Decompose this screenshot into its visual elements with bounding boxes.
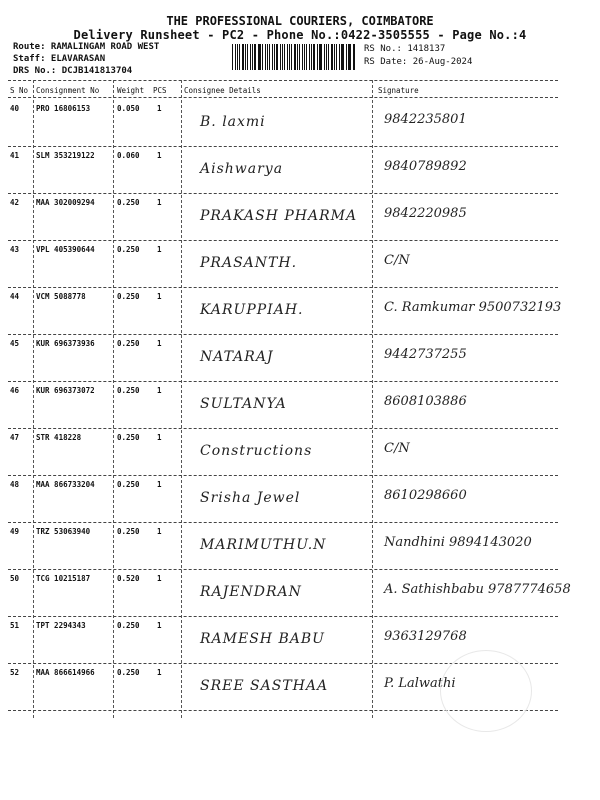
barcode-bar: [237, 44, 238, 70]
row-weight: 0.250: [117, 245, 140, 254]
row-signature: 9442737255: [384, 347, 467, 362]
table-row: [0, 382, 600, 429]
table-row: [0, 100, 600, 147]
row-pcs: 1: [157, 574, 162, 583]
table-row: [0, 429, 600, 476]
row-weight: 0.050: [117, 104, 140, 113]
barcode-bar: [320, 44, 321, 70]
row-signature: 9840789892: [384, 159, 467, 174]
barcode-bar: [250, 44, 251, 70]
row-consignee-name: SREE SASTHAA: [200, 678, 329, 694]
row-weight: 0.250: [117, 527, 140, 536]
barcode-bar: [302, 44, 303, 70]
barcode-bar: [252, 44, 253, 70]
barcode-bar: [341, 44, 342, 70]
table-row: [0, 288, 600, 335]
barcode-bar: [276, 44, 278, 70]
row-signature: 9363129768: [384, 629, 467, 644]
barcode-bar: [287, 44, 288, 70]
row-pcs: 1: [157, 386, 162, 395]
row-sno: 46: [10, 386, 20, 395]
barcode-bar: [313, 44, 315, 70]
barcode-bar: [254, 44, 255, 70]
table-row: [0, 147, 600, 194]
row-signature: C/N: [384, 253, 410, 268]
row-signature: 9842220985: [384, 206, 467, 221]
row-sno: 50: [10, 574, 20, 583]
barcode-bar: [269, 44, 270, 70]
row-pcs: 1: [157, 527, 162, 536]
row-sno: 42: [10, 198, 20, 207]
barcode-bar: [247, 44, 248, 70]
row-weight: 0.250: [117, 480, 140, 489]
company-title: THE PROFESSIONAL COURIERS, COIMBATORE: [166, 14, 434, 28]
row-signature: A. Sathishbabu 9787774658: [384, 582, 571, 597]
header-divider: [8, 80, 558, 81]
row-consignee-name: RAJENDRAN: [200, 584, 302, 600]
barcode-bar: [306, 44, 307, 70]
barcode-bar: [334, 44, 335, 70]
row-consignee-name: MARIMUTHU.N: [200, 537, 327, 553]
row-sno: 41: [10, 151, 20, 160]
row-consignee-name: RAMESH BABU: [200, 631, 325, 647]
row-weight: 0.250: [117, 339, 140, 348]
rs-number: RS No.: 1418137: [364, 44, 446, 54]
row-signature: C/N: [384, 441, 410, 456]
barcode-bar: [353, 44, 354, 70]
row-pcs: 1: [157, 668, 162, 677]
barcode-bar: [346, 44, 347, 70]
row-sno: 48: [10, 480, 20, 489]
row-consignment: TPT 2294343: [36, 621, 86, 630]
barcode-bar: [272, 44, 273, 70]
table-row: [0, 570, 600, 617]
row-weight: 0.060: [117, 151, 140, 160]
row-consignee-name: PRAKASH PHARMA: [200, 208, 358, 224]
faded-stamp: [440, 650, 532, 732]
barcode-bar: [274, 44, 275, 70]
row-pcs: 1: [157, 104, 162, 113]
col-consignment: Consignment No: [36, 86, 100, 95]
row-weight: 0.520: [117, 574, 140, 583]
barcode-bar: [232, 44, 233, 70]
row-consignment: KUR 696373936: [36, 339, 95, 348]
row-signature: 8608103886: [384, 394, 467, 409]
col-pcs: PCS: [153, 86, 167, 95]
row-pcs: 1: [157, 245, 162, 254]
row-pcs: 1: [157, 433, 162, 442]
rs-date: RS Date: 26-Aug-2024: [364, 57, 473, 67]
row-sno: 51: [10, 621, 20, 630]
row-weight: 0.250: [117, 433, 140, 442]
barcode: [232, 44, 356, 70]
row-weight: 0.250: [117, 621, 140, 630]
barcode-bar: [299, 44, 300, 70]
row-sno: 45: [10, 339, 20, 348]
barcode-bar: [297, 44, 298, 70]
row-pcs: 1: [157, 621, 162, 630]
barcode-bar: [317, 44, 318, 70]
row-weight: 0.250: [117, 198, 140, 207]
col-signature: Signature: [378, 86, 419, 95]
row-sno: 43: [10, 245, 20, 254]
barcode-bar: [262, 44, 263, 70]
row-consignment: VCM 5088778: [36, 292, 86, 301]
barcode-bar: [265, 44, 266, 70]
col-sno: S No: [10, 86, 29, 95]
row-consignee-name: Aishwarya: [200, 161, 284, 177]
barcode-bar: [294, 44, 296, 70]
route-label: Route: RAMALINGAM ROAD WEST: [13, 42, 160, 52]
row-sno: 44: [10, 292, 20, 301]
barcode-bar: [311, 44, 312, 70]
row-consignment: MAA 866733204: [36, 480, 95, 489]
staff-label: Staff: ELAVARASAN: [13, 54, 106, 64]
row-consignee-name: SULTANYA: [200, 396, 287, 412]
barcode-bar: [336, 44, 337, 70]
row-signature: Nandhini 9894143020: [384, 535, 532, 550]
barcode-bar: [267, 44, 268, 70]
barcode-bar: [339, 44, 340, 70]
barcode-bar: [309, 44, 310, 70]
row-consignee-name: PRASANTH.: [200, 255, 298, 271]
table-row: [0, 194, 600, 241]
row-consignment: SLM 353219122: [36, 151, 95, 160]
table-row: [0, 241, 600, 288]
col-consignee: Consignee Details: [184, 86, 261, 95]
row-consignment: TCG 10215187: [36, 574, 91, 583]
barcode-bar: [349, 44, 351, 70]
barcode-bar: [342, 44, 343, 70]
runsheet-title: Delivery Runsheet - PC2 - Phone No.:0422-3505555 - Page No.:4: [73, 28, 527, 42]
row-consignee-name: B. laxmi: [200, 114, 266, 130]
row-sno: 49: [10, 527, 20, 536]
barcode-bar: [258, 44, 259, 70]
barcode-bar: [245, 44, 246, 70]
row-signature: P. Lalwathi: [384, 676, 456, 691]
barcode-bar: [328, 44, 329, 70]
barcode-bar: [291, 44, 292, 70]
row-consignment: MAA 866614966: [36, 668, 95, 677]
barcode-bar: [242, 44, 244, 70]
barcode-bar: [284, 44, 285, 70]
row-signature: C. Ramkumar 9500732193: [384, 300, 562, 315]
table-row: [0, 476, 600, 523]
row-pcs: 1: [157, 151, 162, 160]
barcode-bar: [280, 44, 281, 70]
row-consignment: PRO 16806153: [36, 104, 91, 113]
barcode-bar: [304, 44, 305, 70]
row-consignment: KUR 696373072: [36, 386, 95, 395]
table-row: [0, 523, 600, 570]
row-sno: 52: [10, 668, 20, 677]
barcode-bar: [324, 44, 325, 70]
row-consignment: TRZ 53063940: [36, 527, 91, 536]
barcode-bar: [239, 44, 240, 70]
row-consignee-name: Srisha Jewel: [200, 490, 301, 506]
barcode-bar: [331, 44, 333, 70]
row-consignee-name: NATARAJ: [200, 349, 274, 365]
barcode-bar: [289, 44, 290, 70]
barcode-bar: [235, 44, 236, 70]
row-consignment: VPL 405390644: [36, 245, 95, 254]
row-pcs: 1: [157, 480, 162, 489]
drs-number: DRS No.: DCJB141813704: [13, 66, 133, 76]
colhead-divider: [8, 97, 558, 98]
row-weight: 0.250: [117, 668, 140, 677]
row-consignee-name: Constructions: [200, 443, 313, 459]
table-row: [0, 335, 600, 382]
row-signature: 9842235801: [384, 112, 467, 127]
barcode-bar: [282, 44, 283, 70]
barcode-bar: [348, 44, 349, 70]
row-consignment: MAA 302009294: [36, 198, 95, 207]
col-weight: Weight: [117, 86, 145, 95]
row-sno: 47: [10, 433, 20, 442]
barcode-bar: [259, 44, 261, 70]
row-weight: 0.250: [117, 386, 140, 395]
row-pcs: 1: [157, 198, 162, 207]
row-consignment: STR 418228: [36, 433, 82, 442]
barcode-bar: [319, 44, 320, 70]
row-sno: 40: [10, 104, 20, 113]
row-pcs: 1: [157, 339, 162, 348]
row-signature: 8610298660: [384, 488, 467, 503]
row-weight: 0.250: [117, 292, 140, 301]
row-consignee-name: KARUPPIAH.: [200, 302, 304, 318]
row-pcs: 1: [157, 292, 162, 301]
barcode-bar: [326, 44, 327, 70]
